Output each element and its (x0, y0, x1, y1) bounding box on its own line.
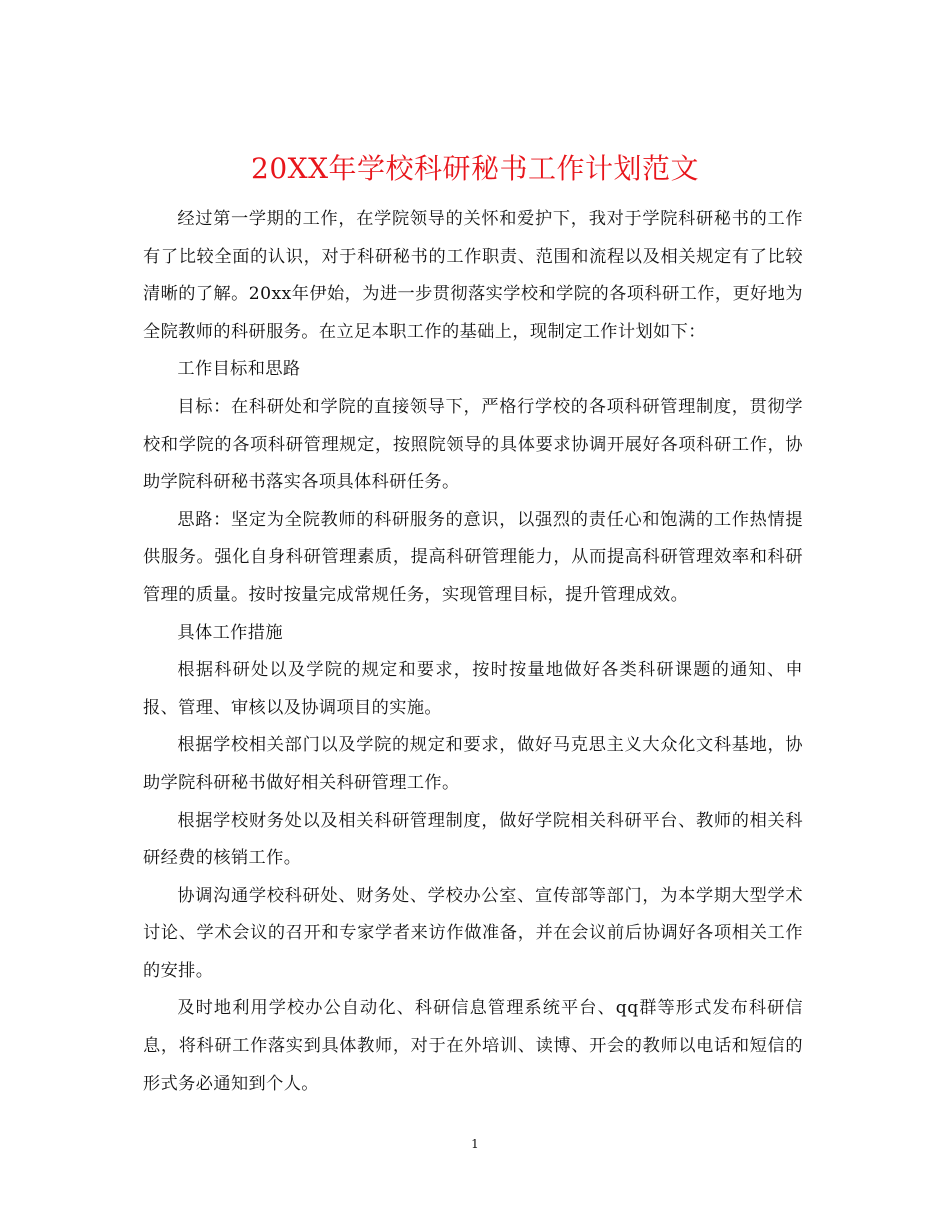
measure-paragraph-2: 根据学校相关部门以及学院的规定和要求，做好马克思主义大众化文科基地，协助学院科研秘书做好相关科研管理工作。 (143, 735, 803, 793)
measure-paragraph-3: 根据学校财务处以及相关科研管理制度，做好学院相关科研平台、教师的相关科研经费的核销工作。 (143, 810, 803, 869)
page-number: 1 (471, 1137, 479, 1151)
document-title: 20XX年学校科研秘书工作计划范文 (251, 151, 699, 185)
section-heading-measures: 具体工作措施 (177, 622, 283, 643)
approach-paragraph: 思路：坚定为全院教师的科研服务的意识，以强烈的责任心和饱满的工作热情提供服务。强化自身科研管理素质，提高科研管理能力，从而提高科研管理效率和科研管理的质量。按时按量完成常规任务，实现管理目标，提升管理成效。 (143, 509, 803, 605)
goal-paragraph: 目标：在科研处和学院的直接领导下，严格行学校的各项科研管理制度，贯彻学校和学院的各项科研管理规定，按照院领导的具体要求协调开展好各项科研工作，协助学院科研秘书落实各项具体科研任务。 (143, 396, 803, 493)
document-body (143, 201, 803, 1103)
measure-paragraph-1: 根据科研处以及学院的规定和要求，按时按量地做好各类科研课题的通知、申报、管理、审核以及协调项目的实施。 (143, 660, 803, 718)
section-heading-goals: 工作目标和思路 (177, 359, 301, 380)
measure-paragraph-4: 协调沟通学校科研处、财务处、学校办公室、宣传部等部门，为本学期大型学术讨论、学术会议的召开和专家学者来访作做准备，并在会议前后协调好各项相关工作的安排。 (143, 885, 803, 981)
measure-paragraph-5: 及时地利用学校办公自动化、科研信息管理系统平台、qq群等形式发布科研信息，将科研工作落实到具体教师，对于在外培训、读博、开会的教师以电话和短信的形式务必通知到个人。 (143, 998, 803, 1094)
intro-paragraph: 经过第一学期的工作，在学院领导的关怀和爱护下，我对于学院科研秘书的工作有了比较全面的认识，对于科研秘书的工作职责、范围和流程以及相关规定有了比较清晰的了解。20xx年伊始，为进一步贯彻落实学校和学院的各项科研工作，更好地为全院教师的科研服务。在立足本职工作的基础上，现制定工作计划如下： (143, 209, 803, 342)
